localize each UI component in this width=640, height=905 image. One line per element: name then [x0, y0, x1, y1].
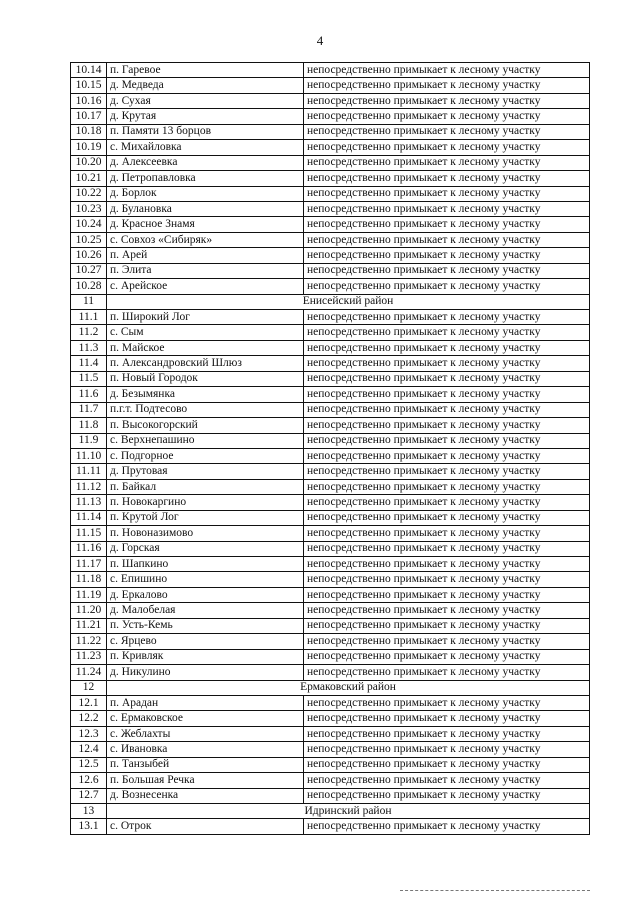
- row-number: 10.15: [71, 78, 107, 93]
- adjacency-status: непосредственно примыкает к лесному участку: [304, 618, 590, 633]
- table-row: [71, 232, 590, 247]
- settlement-name: п. Усть-Кемь: [107, 618, 304, 633]
- settlement-name: п. Майское: [107, 340, 304, 355]
- settlement-name: д. Вознесенка: [107, 788, 304, 803]
- row-number: 11.14: [71, 510, 107, 525]
- district-name: Енисейский район: [107, 294, 590, 309]
- row-number: 11.4: [71, 356, 107, 371]
- row-number: 10.27: [71, 263, 107, 278]
- settlement-name: с. Ермаковское: [107, 711, 304, 726]
- row-number: 10.19: [71, 140, 107, 155]
- adjacency-status: непосредственно примыкает к лесному участку: [304, 464, 590, 479]
- row-number: 10.24: [71, 217, 107, 232]
- row-number: 10.18: [71, 124, 107, 139]
- settlement-name: с. Верхнепашино: [107, 433, 304, 448]
- table-row: [71, 742, 590, 757]
- adjacency-status: непосредственно примыкает к лесному участку: [304, 402, 590, 417]
- row-number: 11.5: [71, 371, 107, 386]
- table-row: [71, 217, 590, 232]
- adjacency-status: непосредственно примыкает к лесному участку: [304, 479, 590, 494]
- settlement-name: с. Отрок: [107, 819, 304, 834]
- adjacency-status: непосредственно примыкает к лесному участку: [304, 819, 590, 834]
- table-row: [71, 63, 590, 78]
- row-number: 11.8: [71, 418, 107, 433]
- row-number: 10.20: [71, 155, 107, 170]
- adjacency-status: непосредственно примыкает к лесному участку: [304, 742, 590, 757]
- row-number: 12.5: [71, 757, 107, 772]
- table-row: [71, 711, 590, 726]
- table-row: [71, 279, 590, 294]
- settlement-name: д. Малобелая: [107, 603, 304, 618]
- settlement-name: п. Шапкино: [107, 557, 304, 572]
- row-number: 10.26: [71, 248, 107, 263]
- row-number: 11.12: [71, 479, 107, 494]
- row-number: 11.3: [71, 340, 107, 355]
- row-number: 11.6: [71, 387, 107, 402]
- settlement-name: д. Петропавловка: [107, 171, 304, 186]
- table-row: [71, 418, 590, 433]
- settlement-name: с. Жеблахты: [107, 726, 304, 741]
- table-row: [71, 263, 590, 278]
- settlement-name: с. Арейское: [107, 279, 304, 294]
- table-row: [71, 634, 590, 649]
- adjacency-status: непосредственно примыкает к лесному участку: [304, 448, 590, 463]
- district-name: Идринский район: [107, 804, 590, 819]
- settlement-name: д. Сухая: [107, 93, 304, 108]
- settlement-name: д. Горская: [107, 541, 304, 556]
- table-row: [71, 402, 590, 417]
- table-row: [71, 773, 590, 788]
- table-row: [71, 788, 590, 803]
- settlement-name: п. Кривляк: [107, 649, 304, 664]
- table-row: [71, 819, 590, 834]
- row-number: 11.11: [71, 464, 107, 479]
- table-row: [71, 541, 590, 556]
- settlement-name: с. Ивановка: [107, 742, 304, 757]
- table-row: [71, 726, 590, 741]
- row-number: 11.15: [71, 526, 107, 541]
- settlement-name: с. Ярцево: [107, 634, 304, 649]
- row-number: 11.23: [71, 649, 107, 664]
- row-number: 12.4: [71, 742, 107, 757]
- settlement-name: п. Александровский Шлюз: [107, 356, 304, 371]
- table-row: [71, 109, 590, 124]
- district-number: 11: [71, 294, 107, 309]
- row-number: 12.1: [71, 695, 107, 710]
- settlement-name: п.г.т. Подтесово: [107, 402, 304, 417]
- table-row: [71, 340, 590, 355]
- adjacency-status: непосредственно примыкает к лесному участку: [304, 526, 590, 541]
- settlement-name: с. Совхоз «Сибиряк»: [107, 232, 304, 247]
- adjacency-status: непосредственно примыкает к лесному участку: [304, 263, 590, 278]
- adjacency-status: непосредственно примыкает к лесному участку: [304, 325, 590, 340]
- row-number: 12.3: [71, 726, 107, 741]
- table-row: [71, 557, 590, 572]
- settlement-name: п. Новоназимово: [107, 526, 304, 541]
- settlement-name: п. Элита: [107, 263, 304, 278]
- row-number: 11.22: [71, 634, 107, 649]
- row-number: 11.20: [71, 603, 107, 618]
- row-number: 10.21: [71, 171, 107, 186]
- settlement-name: п. Гаревое: [107, 63, 304, 78]
- adjacency-status: непосредственно примыкает к лесному участку: [304, 217, 590, 232]
- adjacency-status: непосредственно примыкает к лесному участку: [304, 140, 590, 155]
- settlement-name: п. Крутой Лог: [107, 510, 304, 525]
- row-number: 12.7: [71, 788, 107, 803]
- row-number: 12.6: [71, 773, 107, 788]
- adjacency-status: непосредственно примыкает к лесному участку: [304, 495, 590, 510]
- settlement-name: д. Алексеевка: [107, 155, 304, 170]
- row-number: 10.17: [71, 109, 107, 124]
- settlement-name: с. Епишино: [107, 572, 304, 587]
- table-row: [71, 325, 590, 340]
- row-number: 11.18: [71, 572, 107, 587]
- district-header-row: [71, 680, 590, 695]
- table-row: [71, 78, 590, 93]
- table-row: [71, 695, 590, 710]
- adjacency-status: непосредственно примыкает к лесному участку: [304, 587, 590, 602]
- settlement-name: п. Арей: [107, 248, 304, 263]
- settlements-table: [70, 62, 590, 835]
- table-row: [71, 479, 590, 494]
- adjacency-status: непосредственно примыкает к лесному участку: [304, 649, 590, 664]
- adjacency-status: непосредственно примыкает к лесному участку: [304, 773, 590, 788]
- settlement-name: д. Прутовая: [107, 464, 304, 479]
- adjacency-status: непосредственно примыкает к лесному участку: [304, 572, 590, 587]
- table-row: [71, 587, 590, 602]
- settlement-name: п. Новокаргино: [107, 495, 304, 510]
- adjacency-status: непосредственно примыкает к лесному участку: [304, 248, 590, 263]
- table-row: [71, 757, 590, 772]
- settlement-name: д. Борлок: [107, 186, 304, 201]
- row-number: 11.7: [71, 402, 107, 417]
- row-number: 11.16: [71, 541, 107, 556]
- adjacency-status: непосредственно примыкает к лесному участку: [304, 541, 590, 556]
- row-number: 11.19: [71, 587, 107, 602]
- footer-divider: [400, 890, 590, 891]
- adjacency-status: непосредственно примыкает к лесному участку: [304, 695, 590, 710]
- adjacency-status: непосредственно примыкает к лесному участку: [304, 155, 590, 170]
- settlements-table-body: [71, 63, 590, 835]
- row-number: 10.25: [71, 232, 107, 247]
- row-number: 10.23: [71, 201, 107, 216]
- adjacency-status: непосредственно примыкает к лесному участку: [304, 109, 590, 124]
- row-number: 11.24: [71, 665, 107, 680]
- settlement-name: д. Еркалово: [107, 587, 304, 602]
- adjacency-status: непосредственно примыкает к лесному участку: [304, 310, 590, 325]
- adjacency-status: непосредственно примыкает к лесному участку: [304, 124, 590, 139]
- table-row: [71, 248, 590, 263]
- table-row: [71, 387, 590, 402]
- table-row: [71, 572, 590, 587]
- table-row: [71, 186, 590, 201]
- row-number: 13.1: [71, 819, 107, 834]
- settlement-name: с. Подгорное: [107, 448, 304, 463]
- adjacency-status: непосредственно примыкает к лесному участку: [304, 387, 590, 402]
- adjacency-status: непосредственно примыкает к лесному участку: [304, 418, 590, 433]
- row-number: 10.16: [71, 93, 107, 108]
- adjacency-status: непосредственно примыкает к лесному участку: [304, 93, 590, 108]
- row-number: 10.22: [71, 186, 107, 201]
- row-number: 11.10: [71, 448, 107, 463]
- table-row: [71, 201, 590, 216]
- settlement-name: п. Памяти 13 борцов: [107, 124, 304, 139]
- table-row: [71, 93, 590, 108]
- table-row: [71, 371, 590, 386]
- settlement-name: п. Высокогорский: [107, 418, 304, 433]
- row-number: 11.13: [71, 495, 107, 510]
- page-number: 4: [316, 33, 324, 48]
- table-row: [71, 155, 590, 170]
- row-number: 11.9: [71, 433, 107, 448]
- table-row: [71, 649, 590, 664]
- adjacency-status: непосредственно примыкает к лесному участку: [304, 788, 590, 803]
- table-row: [71, 356, 590, 371]
- table-row: [71, 433, 590, 448]
- district-header-row: [71, 804, 590, 819]
- settlement-name: п. Большая Речка: [107, 773, 304, 788]
- adjacency-status: непосредственно примыкает к лесному участку: [304, 186, 590, 201]
- settlement-name: д. Булановка: [107, 201, 304, 216]
- district-number: 12: [71, 680, 107, 695]
- adjacency-status: непосредственно примыкает к лесному участку: [304, 279, 590, 294]
- adjacency-status: непосредственно примыкает к лесному участку: [304, 665, 590, 680]
- settlement-name: п. Байкал: [107, 479, 304, 494]
- row-number: 11.17: [71, 557, 107, 572]
- row-number: 12.2: [71, 711, 107, 726]
- table-row: [71, 310, 590, 325]
- adjacency-status: непосредственно примыкает к лесному участку: [304, 711, 590, 726]
- table-row: [71, 526, 590, 541]
- settlement-name: с. Михайловка: [107, 140, 304, 155]
- settlement-name: п. Новый Городок: [107, 371, 304, 386]
- adjacency-status: непосредственно примыкает к лесному участку: [304, 433, 590, 448]
- settlement-name: д. Безымянка: [107, 387, 304, 402]
- settlement-name: п. Широкий Лог: [107, 310, 304, 325]
- row-number: 11.2: [71, 325, 107, 340]
- district-number: 13: [71, 804, 107, 819]
- table-row: [71, 618, 590, 633]
- settlement-name: п. Арадан: [107, 695, 304, 710]
- table-row: [71, 495, 590, 510]
- table-row: [71, 448, 590, 463]
- table-row: [71, 464, 590, 479]
- adjacency-status: непосредственно примыкает к лесному участку: [304, 757, 590, 772]
- settlement-name: д. Красное Знамя: [107, 217, 304, 232]
- adjacency-status: непосредственно примыкает к лесному участку: [304, 63, 590, 78]
- adjacency-status: непосредственно примыкает к лесному участку: [304, 201, 590, 216]
- adjacency-status: непосредственно примыкает к лесному участку: [304, 356, 590, 371]
- district-name: Ермаковский район: [107, 680, 590, 695]
- adjacency-status: непосредственно примыкает к лесному участку: [304, 634, 590, 649]
- adjacency-status: непосредственно примыкает к лесному участку: [304, 510, 590, 525]
- settlement-name: д. Никулино: [107, 665, 304, 680]
- table-row: [71, 510, 590, 525]
- row-number: 10.28: [71, 279, 107, 294]
- row-number: 10.14: [71, 63, 107, 78]
- adjacency-status: непосредственно примыкает к лесному участку: [304, 171, 590, 186]
- adjacency-status: непосредственно примыкает к лесному участку: [304, 557, 590, 572]
- table-row: [71, 140, 590, 155]
- settlement-name: д. Крутая: [107, 109, 304, 124]
- table-row: [71, 665, 590, 680]
- adjacency-status: непосредственно примыкает к лесному участку: [304, 340, 590, 355]
- district-header-row: [71, 294, 590, 309]
- table-row: [71, 603, 590, 618]
- adjacency-status: непосредственно примыкает к лесному участку: [304, 232, 590, 247]
- adjacency-status: непосредственно примыкает к лесному участку: [304, 603, 590, 618]
- row-number: 11.1: [71, 310, 107, 325]
- adjacency-status: непосредственно примыкает к лесному участку: [304, 726, 590, 741]
- table-row: [71, 124, 590, 139]
- settlement-name: п. Танзыбей: [107, 757, 304, 772]
- adjacency-status: непосредственно примыкает к лесному участку: [304, 371, 590, 386]
- settlement-name: с. Сым: [107, 325, 304, 340]
- adjacency-status: непосредственно примыкает к лесному участку: [304, 78, 590, 93]
- table-row: [71, 171, 590, 186]
- row-number: 11.21: [71, 618, 107, 633]
- settlement-name: д. Медведа: [107, 78, 304, 93]
